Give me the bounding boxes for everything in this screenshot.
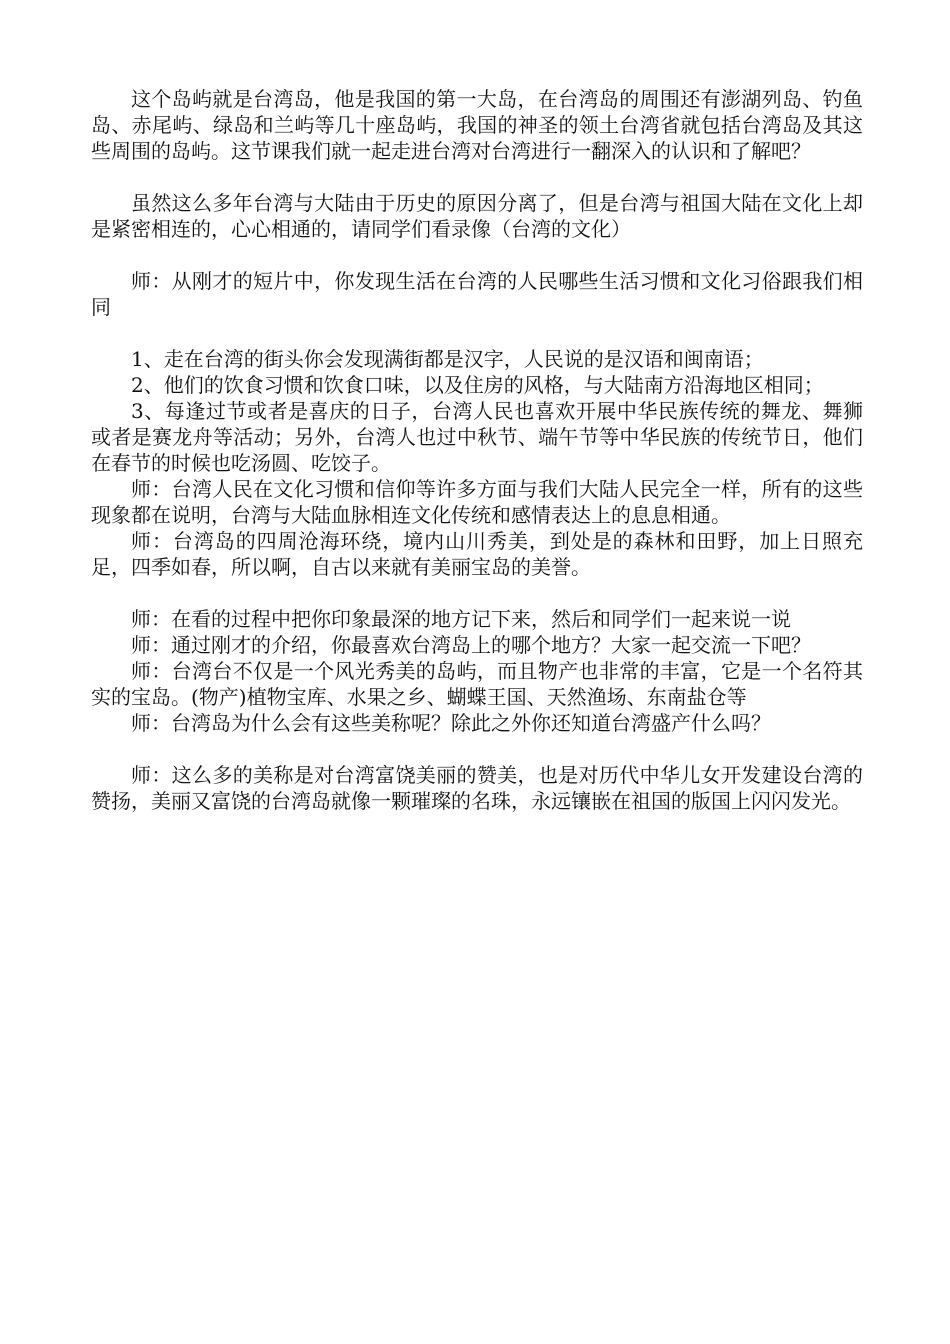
paragraph-culture-video: 虽然这么多年台湾与大陆由于历史的原因分离了，但是台湾与祖国大陆在文化上却是紧密相连的，心心相通的，请同学们看录像（台湾的文化）: [91, 191, 863, 241]
paragraph-taiwan-intro: 这个岛屿就是台湾岛，他是我国的第一大岛，在台湾岛的周围还有澎湖列岛、钓鱼岛、赤尾屿、绿岛和兰屿等几十座岛屿，我国的神圣的领土台湾省就包括台湾岛及其这些周围的岛屿。这节课我们就一起走进台湾对台湾进行一翻深入的认识和了解吧？: [91, 87, 863, 163]
paragraph-teacher-why: 师：台湾岛为什么会有这些美称呢？除此之外你还知道台湾盛产什么吗？: [131, 711, 771, 735]
paragraph-teacher-culture: 师：台湾人民在文化习惯和信仰等许多方面与我们大陆人民完全一样，所有的这些现象都在说明，台湾与大陆血脉相连文化传统和感情表达上的息息相通。: [91, 477, 863, 527]
list-item-diet: 2、他们的饮食习惯和饮食口味，以及住房的风格，与大陆南方沿海地区相同；: [131, 373, 824, 397]
paragraph-teacher-question: 师：从刚才的短片中，你发现生活在台湾的人民哪些生活习惯和文化习俗跟我们相同: [91, 269, 863, 319]
document-page: [91, 86, 863, 814]
paragraph-teacher-notes: 师：在看的过程中把你印象最深的地方记下来，然后和同学们一起来说一说: [131, 607, 791, 631]
paragraph-teacher-conclusion: 师：这么多的美称是对台湾富饶美丽的赞美，也是对历代中华儿女开发建设台湾的赞扬，美丽又富饶的台湾岛就像一颗璀璨的名珠，永远镶嵌在祖国的版国上闪闪发光。: [91, 763, 863, 813]
paragraph-teacher-products: 师：台湾台不仅是一个风光秀美的岛屿，而且物产也非常的丰富，它是一个名符其实的宝岛。(物产)植物宝库、水果之乡、蝴蝶王国、天然渔场、东南盐仓等: [91, 659, 863, 709]
list-item-hanzi: 1、走在台湾的街头你会发现满街都是汉字，人民说的是汉语和闽南语；: [131, 347, 764, 371]
list-item-festivals: 3、每逢过节或者是喜庆的日子，台湾人民也喜欢开展中华民族传统的舞龙、舞狮或者是赛龙舟等活动；另外，台湾人也过中秋节、端午节等中华民族的传统节日，他们在春节的时候也吃汤圆、吃饺子。: [91, 399, 863, 475]
paragraph-teacher-discuss: 师：通过刚才的介绍，你最喜欢台湾岛上的哪个地方？大家一起交流一下吧？: [131, 633, 811, 657]
paragraph-teacher-scenery: 师：台湾岛的四周沧海环绕，境内山川秀美，到处是的森林和田野，加上日照充足，四季如春，所以啊，自古以来就有美丽宝岛的美誉。: [91, 529, 863, 579]
